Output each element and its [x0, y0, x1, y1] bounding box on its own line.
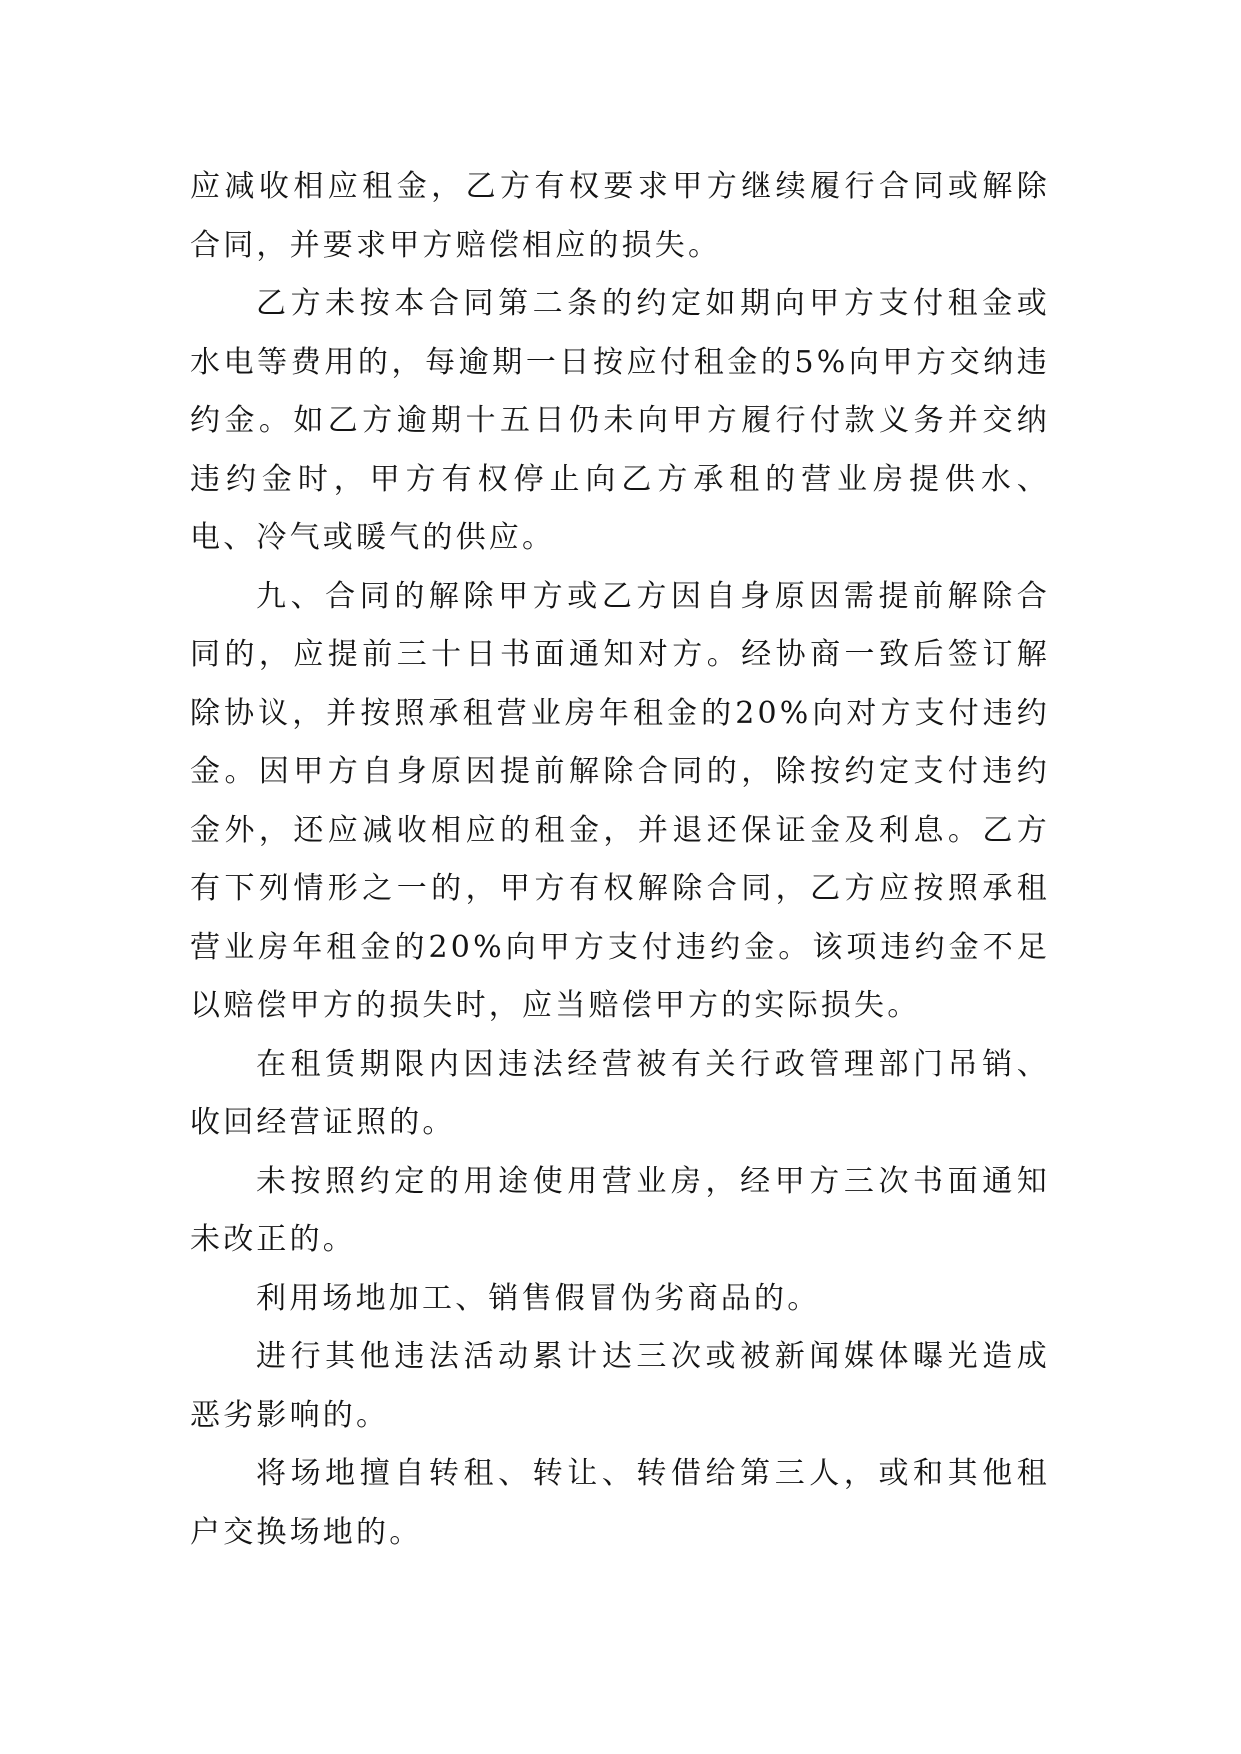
paragraph-continued-rent-reduction: 应减收相应租金，乙方有权要求甲方继续履行合同或解除合同，并要求甲方赔偿相应的损失。 [190, 169, 1050, 263]
paragraph-contract-termination: 九、合同的解除甲方或乙方因自身原因需提前解除合同的，应提前三十日书面通知对方。经协商一致后签订解除协议，并按照承租营业房年租金的20%向对方支付违约金。因甲方自身原因提前解除合同的，除按约定支付违约金外，还应减收相应的租金，并退还保证金及利息。乙方有下列情形之一的，甲方有权解除合同，乙方应按照承租营业房年租金的20%向甲方支付违约金。该项违约金不足以赔偿甲方的损失时，应当赔偿甲方的实际损失。 [190, 578, 1050, 1023]
paragraph-counterfeit-goods: 利用场地加工、销售假冒伪劣商品的。 [256, 1280, 821, 1316]
document-body [190, 158, 1050, 1562]
paragraph-license-revoked: 在租赁期限内因违法经营被有关行政管理部门吊销、收回经营证照的。 [190, 1046, 1050, 1140]
paragraph-unauthorized-sublease: 将场地擅自转租、转让、转借给第三人，或和其他租户交换场地的。 [190, 1456, 1050, 1550]
paragraph-improper-use: 未按照约定的用途使用营业房，经甲方三次书面通知未改正的。 [190, 1163, 1050, 1257]
paragraph-illegal-activities: 进行其他违法活动累计达三次或被新闻媒体曝光造成恶劣影响的。 [190, 1339, 1050, 1433]
paragraph-late-payment-penalty: 乙方未按本合同第二条的约定如期向甲方支付租金或水电等费用的，每逾期一日按应付租金的5%向甲方交纳违约金。如乙方逾期十五日仍未向甲方履行付款义务并交纳违约金时，甲方有权停止向乙方承租的营业房提供水、电、冷气或暖气的供应。 [190, 286, 1050, 555]
